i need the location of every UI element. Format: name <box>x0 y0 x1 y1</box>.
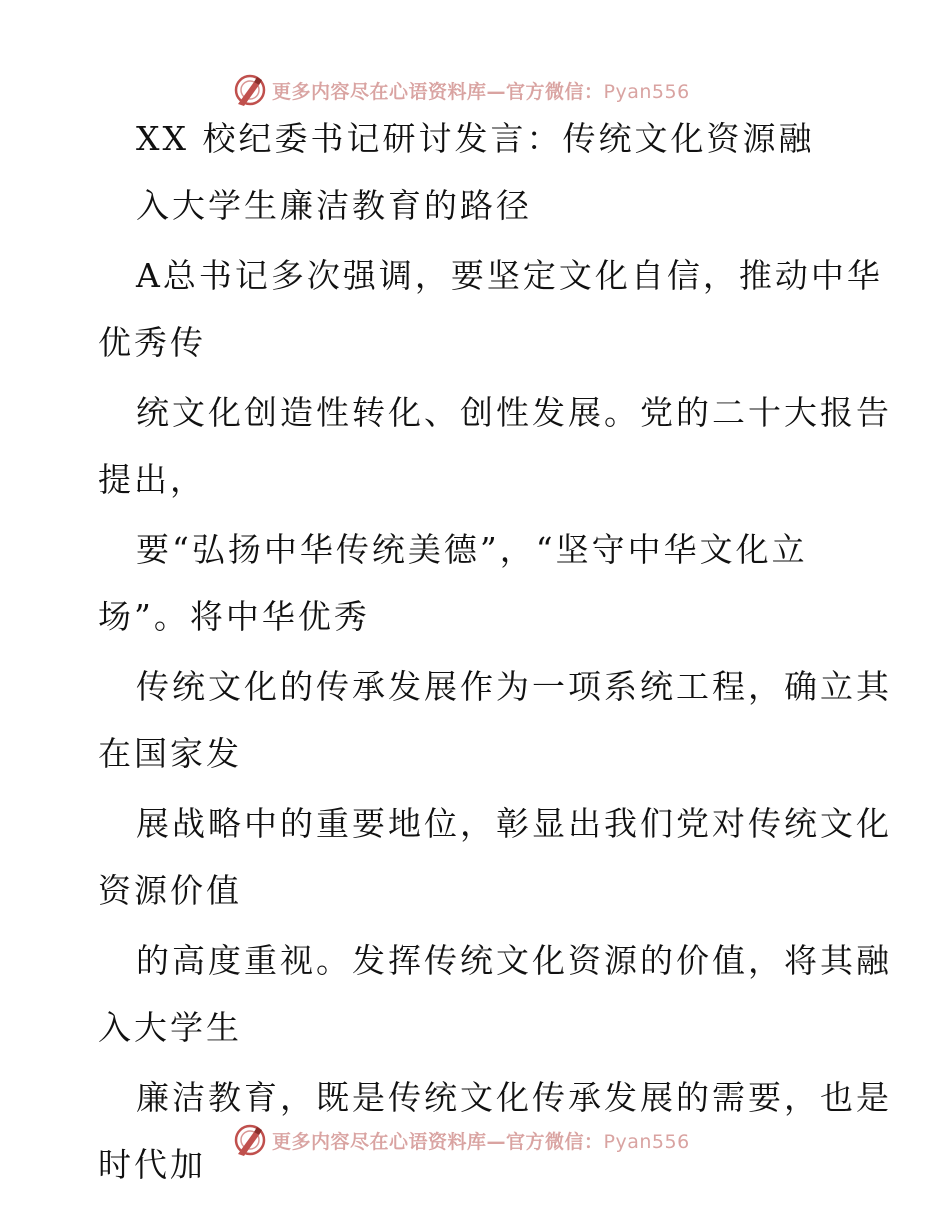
paragraph-line: 传统文化的传承发展作为一项系统工程，确立其 <box>136 667 892 706</box>
paragraph-line: 时代加 <box>98 1145 206 1184</box>
paragraph-line: 廉洁教育，既是传统文化传承发展的需要，也是 <box>136 1078 892 1117</box>
paragraph-line: 要“弘扬中华传统美德”，“坚守中华文化立 <box>136 530 808 569</box>
paragraph-line: 资源价值 <box>98 871 242 910</box>
title-line-2: 入大学生廉洁教育的路径 <box>136 186 532 225</box>
paragraph-line: A总书记多次强调，要坚定文化自信，推动中华 <box>136 256 883 295</box>
title-line-1: XX 校纪委书记研讨发言：传统文化资源融 <box>136 119 815 158</box>
header-watermark <box>232 70 732 110</box>
paragraph-line: 提出， <box>98 460 206 499</box>
paragraph-line: 统文化创造性转化、创性发展。党的二十大报告 <box>136 393 892 432</box>
paragraph-line: 场”。将中华优秀 <box>98 597 370 636</box>
paragraph-line: 展战略中的重要地位，彰显出我们党对传统文化 <box>136 804 892 843</box>
watermark-text: 更多内容尽在心语资料库—官方微信：Pyan556 <box>272 80 690 103</box>
paragraph-line: 入大学生 <box>98 1008 242 1047</box>
paragraph-line: 优秀传 <box>98 323 206 362</box>
pen-logo-icon <box>232 72 268 108</box>
document-body <box>98 119 892 1184</box>
footer-watermark <box>232 1120 732 1160</box>
watermark-text: 更多内容尽在心语资料库—官方微信：Pyan556 <box>272 1130 690 1153</box>
paragraph-line: 的高度重视。发挥传统文化资源的价值，将其融 <box>136 941 892 980</box>
pen-logo-icon <box>232 1122 268 1158</box>
paragraph-line: 在国家发 <box>98 734 242 773</box>
